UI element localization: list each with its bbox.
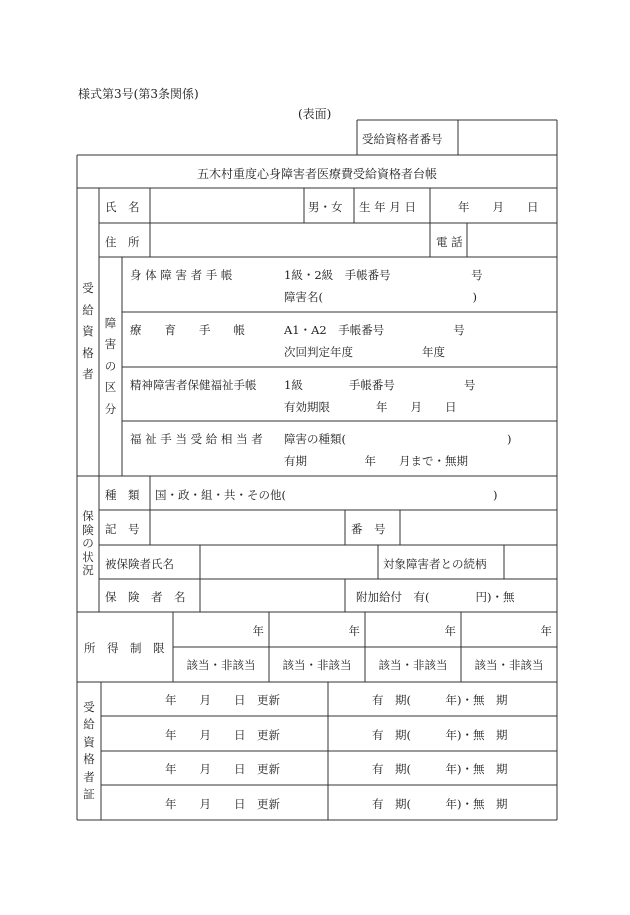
- income-year-1[interactable]: 年: [252, 624, 264, 638]
- sex-selector[interactable]: 男・女: [308, 200, 343, 214]
- category-mental-line2[interactable]: 有効期限 年 月 日: [284, 400, 457, 414]
- page-title: 五木村重度心身障害者医療費受給資格者台帳: [196, 167, 437, 181]
- insured-name-label: 被保険者氏名: [105, 557, 174, 571]
- income-status-3[interactable]: 該当・非該当: [378, 658, 448, 672]
- category-rehab-line2[interactable]: 次回判定年度 年度: [284, 345, 445, 359]
- category-welfare-label: 福 祉 手 当 受 給 相 当 者: [130, 432, 263, 446]
- recipient-section-label: 受 給 資 格 者: [82, 281, 94, 382]
- validity-period-2[interactable]: 有 期( 年)・無 期: [372, 728, 508, 742]
- income-status-1[interactable]: 該当・非該当: [186, 658, 256, 672]
- relation-field[interactable]: [506, 547, 555, 577]
- income-year-4[interactable]: 年: [540, 624, 552, 638]
- insurance-number-label: 番 号: [351, 522, 386, 536]
- additional-benefit-field[interactable]: 附加給付 有( 円)・無: [356, 590, 515, 604]
- insurance-number-field[interactable]: [402, 512, 555, 543]
- renewal-date-1[interactable]: 年 月 日 更新: [165, 693, 280, 707]
- side-label: (表面): [298, 107, 332, 121]
- category-rehab-label: 療 育 手 帳: [130, 323, 245, 337]
- address-field[interactable]: [152, 225, 428, 255]
- phone-field[interactable]: [469, 225, 555, 255]
- income-status-4[interactable]: 該当・非該当: [474, 658, 544, 672]
- validity-period-1[interactable]: 有 期( 年)・無 期: [372, 693, 508, 707]
- renewal-date-3[interactable]: 年 月 日 更新: [165, 762, 280, 776]
- validity-period-4[interactable]: 有 期( 年)・無 期: [372, 797, 508, 811]
- name-label: 氏 名: [105, 200, 140, 214]
- category-physical-line1[interactable]: 1級・2級 手帳番号 号: [284, 268, 483, 282]
- category-welfare-line2[interactable]: 有期 年 月まで・無期: [284, 454, 468, 468]
- category-mental-label: 精神障害者保健福祉手帳: [130, 378, 257, 392]
- category-rehab-line1[interactable]: A1・A2 手帳番号 号: [284, 323, 465, 337]
- insurer-name-label: 保 険 者 名: [105, 590, 186, 604]
- insurance-type-label: 種 類: [105, 488, 140, 502]
- category-welfare-line1[interactable]: 障害の種類( ): [284, 432, 512, 446]
- income-limit-label: 所 得 制 限: [84, 641, 165, 655]
- renewal-date-4[interactable]: 年 月 日 更新: [165, 797, 280, 811]
- phone-label: 電 話: [436, 235, 463, 249]
- category-physical-line2[interactable]: 障害名( ): [284, 290, 477, 304]
- symbol-field[interactable]: [152, 512, 343, 543]
- recipient-number-label: 受給資格者番号: [362, 132, 443, 146]
- category-mental-line1[interactable]: 1級 手帳番号 号: [284, 378, 476, 392]
- insured-name-field[interactable]: [202, 547, 376, 577]
- insurance-section-label: 保 険 の 状 況: [82, 509, 94, 578]
- income-year-2[interactable]: 年: [348, 624, 360, 638]
- insurer-name-field[interactable]: [202, 581, 343, 610]
- symbol-label: 記 号: [105, 522, 140, 536]
- name-field[interactable]: [152, 190, 302, 221]
- relation-label: 対象障害者との続柄: [383, 557, 487, 571]
- address-label: 住 所: [105, 235, 140, 249]
- category-label: 障 害 の 区 分: [104, 315, 117, 416]
- insurance-type-field[interactable]: 国・政・組・共・その他( ): [155, 488, 498, 502]
- validity-period-3[interactable]: 有 期( 年)・無 期: [372, 762, 508, 776]
- form-code: 様式第3号(第3条関係): [78, 87, 199, 101]
- category-physical-label: 身 体 障 害 者 手 帳: [130, 268, 233, 282]
- income-year-3[interactable]: 年: [444, 624, 456, 638]
- renewal-date-2[interactable]: 年 月 日 更新: [165, 728, 280, 742]
- certificate-section-label: 受 給 資 格 者 証: [83, 699, 95, 801]
- income-status-2[interactable]: 該当・非該当: [282, 658, 352, 672]
- dob-field[interactable]: 年 月 日: [458, 200, 539, 214]
- dob-label: 生 年 月 日: [359, 200, 416, 214]
